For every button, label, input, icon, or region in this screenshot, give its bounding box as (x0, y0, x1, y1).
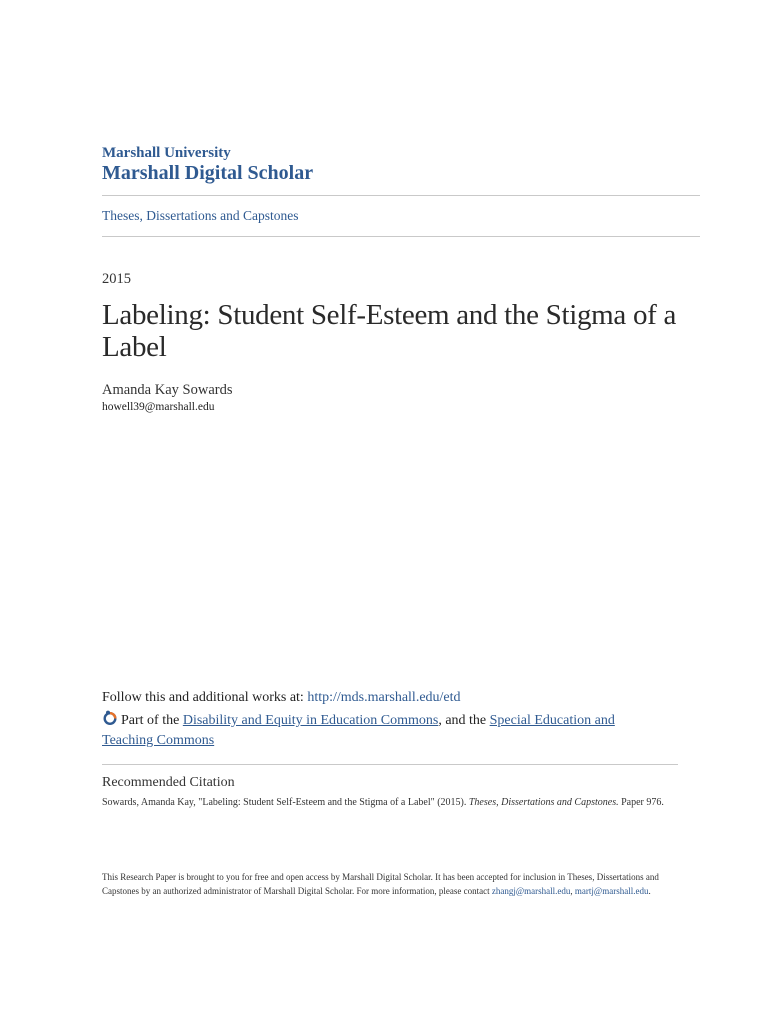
citation-series: Theses, Dissertations and Capstones. (468, 797, 619, 808)
part-of-line (102, 710, 642, 751)
collection-divider (102, 236, 700, 237)
contact-separator: , (570, 886, 575, 896)
collection-link[interactable]: Theses, Dissertations and Capstones (102, 208, 299, 223)
author-name: Amanda Kay Sowards (102, 382, 233, 398)
header-divider (102, 195, 700, 196)
follow-line (102, 688, 461, 708)
special-education-commons-link[interactable]: Special Education and Teaching Commons (102, 713, 615, 748)
disability-equity-commons-link[interactable]: Disability and Equity in Education Commons (182, 713, 439, 728)
part-of-prefix: Part of the (121, 713, 183, 728)
etd-url-link[interactable]: http://mds.marshall.edu/etd (307, 690, 461, 705)
follow-prefix: Follow this and additional works at: (102, 690, 308, 705)
paper-title: Labeling: Student Self-Esteem and the Stigma of a Label (102, 299, 677, 363)
notice-end: . (648, 886, 651, 896)
citation-text (102, 796, 667, 810)
institution-name: Marshall University (102, 145, 231, 161)
publication-year: 2015 (102, 271, 131, 287)
citation-heading: Recommended Citation (102, 775, 235, 790)
part-of-middle: , and the (438, 713, 490, 728)
citation-start: Sowards, Amanda Kay, "Labeling: Student Self-Esteem and the Stigma of a Label" (2015). (102, 797, 469, 808)
citation-end: Paper 976. (618, 797, 664, 808)
author-email: howell39@marshall.edu (102, 401, 215, 413)
contact-email-1[interactable]: zhangj@marshall.edu (491, 886, 571, 896)
contact-email-2[interactable]: martj@marshall.edu (574, 886, 649, 896)
access-notice (102, 870, 672, 898)
citation-divider (102, 764, 678, 765)
repository-name[interactable]: Marshall Digital Scholar (102, 162, 314, 184)
access-notice-text: This Research Paper is brought to you for free and open access by Marshall Digital Scholar. It has been accepted for inclusion in Theses, Dissertations and Capstones by an authorized administrator of Marshall Digital Scholar. For more information, please contact (102, 872, 659, 896)
commons-network-icon (102, 710, 118, 726)
